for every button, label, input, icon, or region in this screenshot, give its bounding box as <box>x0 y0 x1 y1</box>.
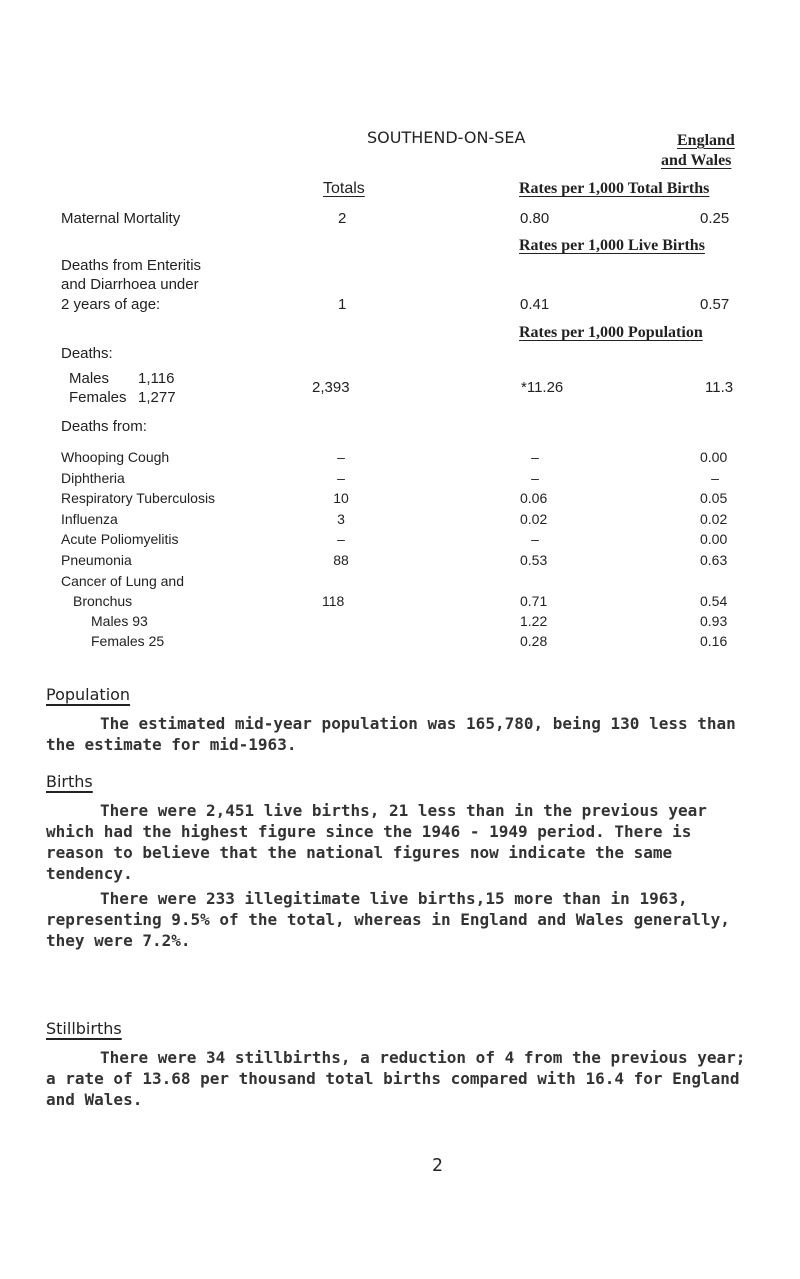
population-paragraph <box>46 713 746 755</box>
maternal-total: 2 <box>338 210 347 227</box>
stillbirths-paragraph <box>46 1047 746 1110</box>
cause-total: 3 <box>337 511 345 527</box>
cancer-rate: 0.71 <box>520 593 548 609</box>
males-value: 1,116 <box>138 370 175 387</box>
cancer-females-ew: 0.16 <box>700 633 728 649</box>
maternal-rate: 0.80 <box>520 210 550 227</box>
cause-total: – <box>337 531 345 547</box>
cause-rate: – <box>531 531 539 547</box>
cause-rate: 0.53 <box>520 552 548 568</box>
births-para1: There were 2,451 live births, 21 less than in the previous year which had the highest figure since the 1946 - 1949 period. There is reason to believe that the national figures now indicate the same tendency. <box>46 801 707 883</box>
cause-ew: 0.02 <box>700 511 728 527</box>
cause-total: 10 <box>333 490 349 506</box>
cause-label: Diphtheria <box>61 470 125 486</box>
cancer-males-label: Males 93 <box>91 613 148 629</box>
cause-label: Acute Poliomyelitis <box>61 531 179 547</box>
stillbirths-text: There were 34 stillbirths, a reduction of 4 from the previous year; a rate of 13.68 per thousand total births compared with 16.4 for England and Wales. <box>46 1048 746 1109</box>
cause-rate: 0.06 <box>520 490 548 506</box>
page-number: 2 <box>432 1155 443 1176</box>
cause-rate: – <box>531 449 539 465</box>
deaths-total: 2,393 <box>312 379 350 396</box>
males-label: Males <box>69 370 110 387</box>
population-text: The estimated mid-year population was 165,780, being 130 less than the estimate for mid-1963. <box>46 714 736 754</box>
cancer-line1: Cancer of Lung and <box>61 573 184 589</box>
enteritis-line1: Deaths from Enteritis <box>61 257 202 274</box>
cause-ew: 0.00 <box>700 449 728 465</box>
england-heading-line2: and Wales <box>661 152 732 169</box>
maternal-label: Maternal Mortality <box>61 210 181 227</box>
place-heading: SOUTHEND-ON-SEA <box>367 128 526 147</box>
births-paragraphs <box>46 800 746 951</box>
deaths-from-label: Deaths from: <box>61 418 147 435</box>
cause-rate: – <box>531 470 539 486</box>
enteritis-rate: 0.41 <box>520 296 550 313</box>
cause-total: – <box>337 449 345 465</box>
births-para2: There were 233 illegitimate live births,15 more than in 1963, representing 9.5% of the total, whereas in England and Wales generally, they were 7.2%. <box>46 889 730 950</box>
deaths-ew: 11.3 <box>705 379 734 396</box>
cause-total: 88 <box>333 552 349 568</box>
cause-label: Influenza <box>61 511 118 527</box>
cancer-total: 118 <box>322 593 345 609</box>
cause-ew: 0.00 <box>700 531 728 547</box>
population-title: Population <box>46 685 131 704</box>
england-heading-line1: England <box>677 132 735 149</box>
cause-label: Whooping Cough <box>61 449 170 465</box>
cause-ew: 0.05 <box>700 490 728 506</box>
cancer-males-ew: 0.93 <box>700 613 728 629</box>
cause-label: Pneumonia <box>61 552 132 568</box>
cancer-ew: 0.54 <box>700 593 728 609</box>
females-value: 1,277 <box>138 389 176 406</box>
births-title: Births <box>46 772 93 791</box>
cause-ew: – <box>711 470 719 486</box>
cause-ew: 0.63 <box>700 552 728 568</box>
rate-live-heading: Rates per 1,000 Live Births <box>519 237 705 254</box>
cancer-males-rate: 1.22 <box>520 613 548 629</box>
deaths-label: Deaths: <box>61 345 113 362</box>
cause-total: – <box>337 470 345 486</box>
enteritis-total: 1 <box>338 296 347 313</box>
rate-pop-heading: Rates per 1,000 Population <box>519 324 703 341</box>
cause-label: Respiratory Tuberculosis <box>61 490 216 506</box>
cancer-line2: Bronchus <box>73 593 133 609</box>
rate-births-heading: Rates per 1,000 Total Births <box>519 180 710 197</box>
enteritis-line2: and Diarrhoea under <box>61 276 199 293</box>
cancer-females-label: Females 25 <box>91 633 165 649</box>
enteritis-line3: 2 years of age: <box>61 296 161 313</box>
enteritis-ew: 0.57 <box>700 296 730 313</box>
totals-heading: Totals <box>323 180 365 197</box>
females-label: Females <box>69 389 127 406</box>
cause-rate: 0.02 <box>520 511 548 527</box>
deaths-rate: *11.26 <box>521 379 564 396</box>
maternal-ew: 0.25 <box>700 210 730 227</box>
stillbirths-title: Stillbirths <box>46 1019 122 1038</box>
cancer-females-rate: 0.28 <box>520 633 548 649</box>
